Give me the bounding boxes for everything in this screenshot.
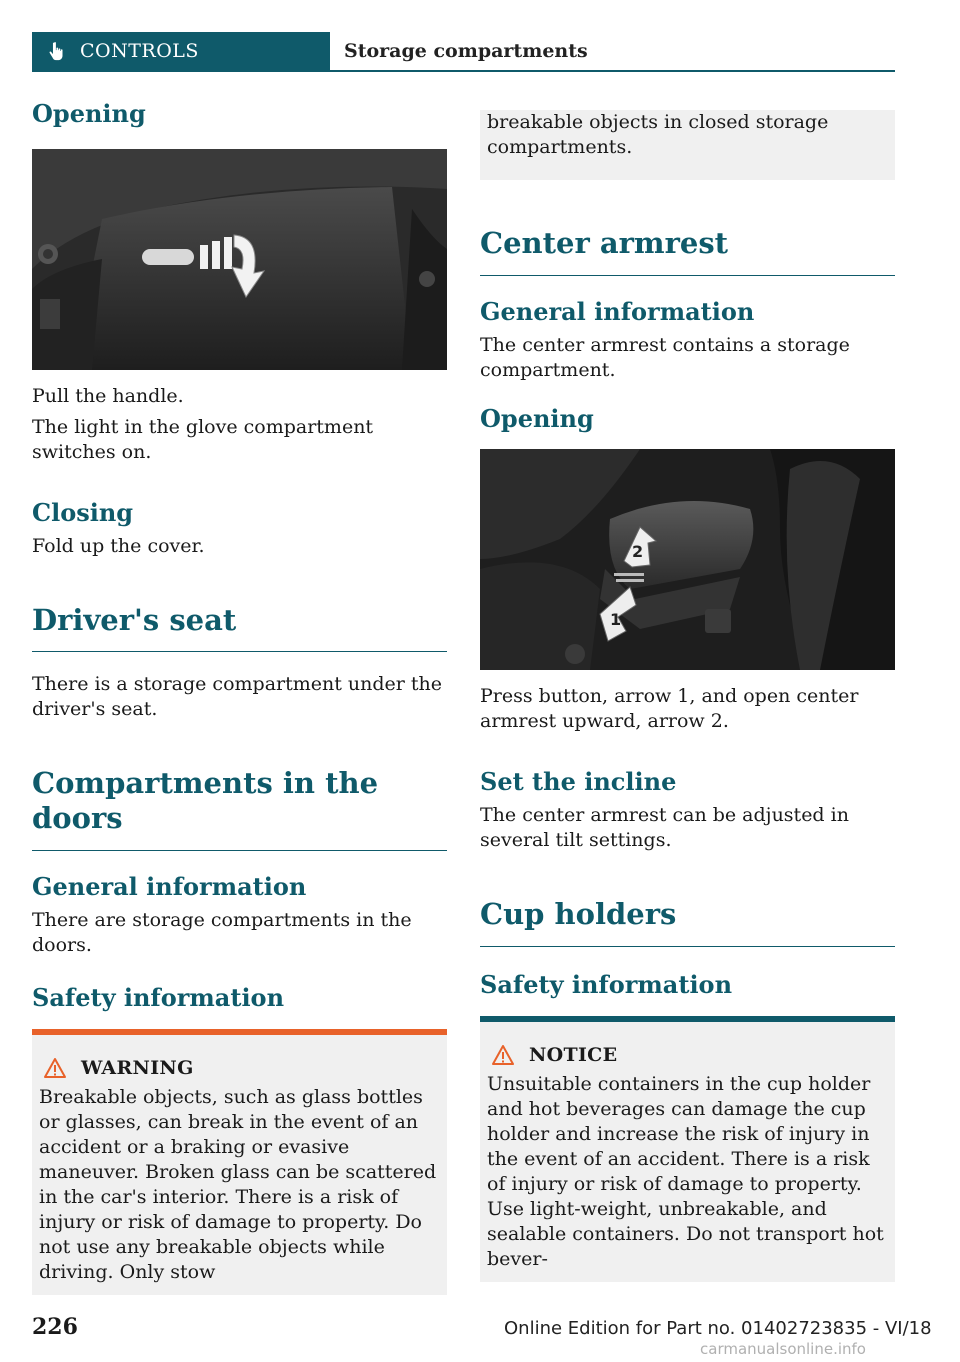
page-number: 226	[32, 1314, 78, 1340]
opening-heading: Opening	[32, 99, 146, 128]
incline-text: The center armrest can be adjusted in several tilt settings.	[480, 804, 849, 852]
closing-text: Fold up the cover.	[32, 534, 205, 557]
warning-box-continued	[480, 110, 895, 180]
warning-text: Breakable objects, such as glass bottles or glasses, can break in the event of an accident or a braking or evasive maneuver. Broken glass can be scattered in the car's interior. There is a risk of injury or risk of damage to property. Do not use any breakable objects while driving. Only stow	[39, 1085, 437, 1283]
warning-triangle-icon	[43, 1057, 67, 1079]
doors-safety-heading: Safety information	[32, 982, 285, 1012]
glove-compartment-photo	[32, 149, 447, 370]
chapter-title: Storage compartments	[344, 40, 588, 62]
doors-general-text: There are storage compartments in the doors.	[32, 908, 412, 956]
opening-text-1: Pull the handle.	[32, 384, 184, 407]
arrow-2-label: 2	[632, 542, 644, 562]
notice-box	[480, 1016, 895, 1282]
warning-text-continued: breakable objects in closed storage compartments.	[487, 111, 829, 158]
page-header	[32, 32, 895, 72]
arrow-1-label: 1	[610, 610, 622, 630]
warning-triangle-icon	[491, 1044, 515, 1066]
armrest-general-text: The center armrest contains a storage compartment.	[480, 333, 850, 381]
notice-header	[487, 1044, 887, 1066]
armrest-general-heading: General information	[480, 296, 755, 326]
center-armrest-photo	[480, 449, 895, 670]
opening-text-2: The light in the glove compartment switches on.	[32, 415, 374, 463]
right-column	[480, 110, 895, 1282]
drivers-seat-heading: Driver's seat	[32, 603, 447, 653]
cup-safety-heading: Safety information	[480, 969, 733, 999]
warning-box	[32, 1029, 447, 1295]
notice-text: Unsuitable containers in the cup holder and hot beverages can damage the cup holder and increase the risk of injury in the event of an accident. There is a risk of injury or risk of damage to property. Use light-weight, unbreakable, and sealable containers. Do not transport hot bever-	[487, 1072, 884, 1270]
section-name: CONTROLS	[80, 40, 199, 62]
doors-general-heading: General information	[32, 871, 307, 901]
hand-pointer-icon	[46, 40, 68, 62]
warning-header	[39, 1057, 439, 1079]
closing-heading: Closing	[32, 497, 134, 527]
section-tab	[32, 32, 330, 70]
watermark: carmanualsonline.info	[700, 1340, 866, 1358]
edition-info: Online Edition for Part no. 01402723835 - VI/18	[504, 1318, 932, 1339]
notice-label: NOTICE	[529, 1043, 618, 1066]
armrest-opening-text: Press button, arrow 1, and open center armrest upward, arrow 2.	[480, 685, 859, 733]
armrest-opening-heading: Opening	[480, 403, 594, 433]
drivers-seat-text: There is a storage compartment under the driver's seat.	[32, 673, 443, 721]
incline-heading: Set the incline	[480, 767, 677, 797]
warning-label: WARNING	[81, 1056, 194, 1079]
doors-heading: Compartments in the doors	[32, 766, 447, 851]
center-armrest-heading: Center armrest	[480, 226, 895, 276]
cup-holders-heading: Cup holders	[480, 897, 895, 947]
left-column	[32, 100, 447, 1295]
